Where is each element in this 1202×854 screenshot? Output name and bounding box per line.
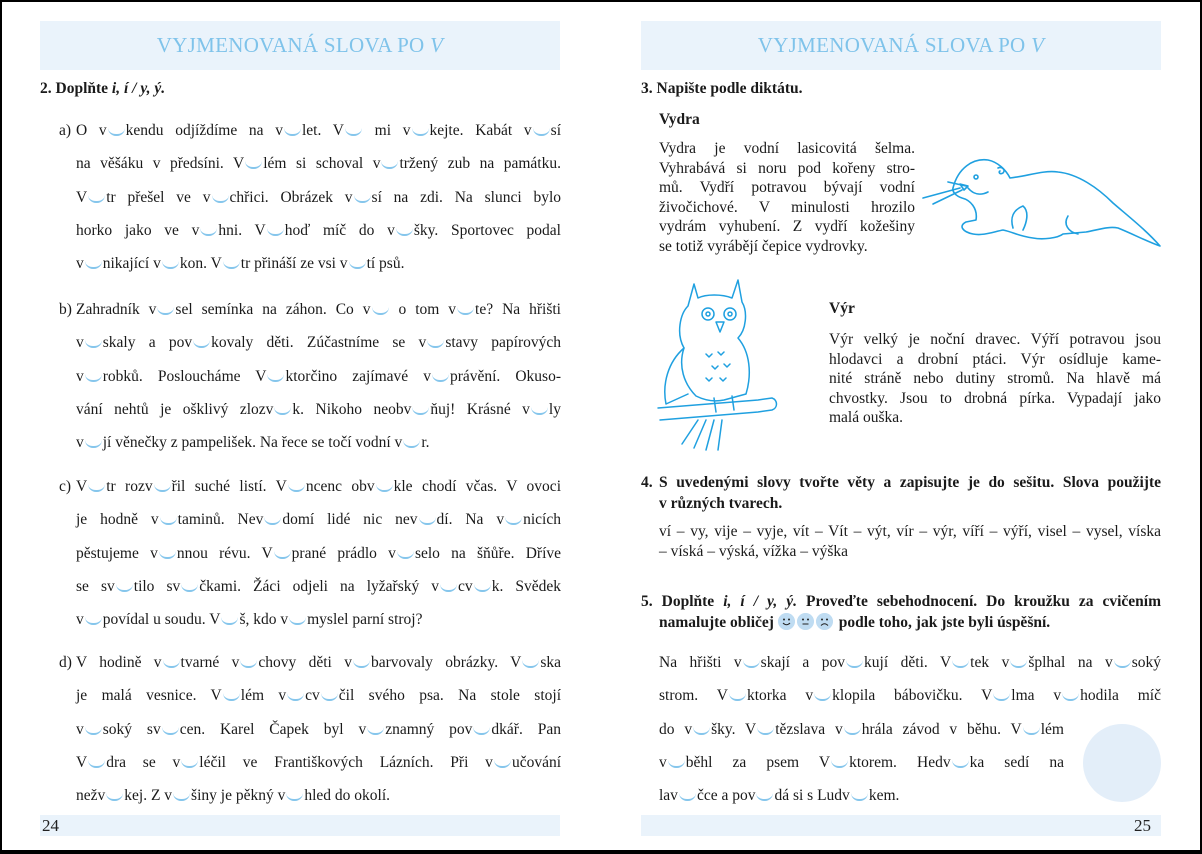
text-segment: cv [458,578,473,595]
fill-in-blank[interactable] [108,124,125,136]
text-segment: nikající v [102,255,161,272]
text-segment: ncenc obv [305,478,375,495]
text-segment: kejte. Kabát v [429,122,532,139]
text-segment: myslel parní stroj? [307,611,423,628]
text-segment: nnou révu. V [176,545,273,562]
text-segment: horko jako ve v [76,222,200,239]
text-segment: v [76,255,84,272]
fill-in-blank[interactable] [223,257,240,269]
fill-in-blank[interactable] [85,370,102,382]
fill-in-blank[interactable] [212,191,229,203]
fill-in-blank[interactable] [432,370,449,382]
text-segment: V [76,189,88,206]
exercise-line [76,478,561,496]
right-header-title-letter: V [1031,33,1045,57]
text-segment: robků. Posloucháme V [102,368,267,385]
paragraph-line: Vyhrabává si noru pod kořeny stro- [659,159,915,177]
text-segment: je malá vesnice. V [76,687,222,704]
text-segment: v [659,754,667,771]
owl-illustration [654,274,779,452]
text-segment: hni. V [218,222,266,239]
text-segment: do v [659,721,693,738]
fill-in-blank[interactable] [668,756,685,768]
text-segment: chovy děti v [258,654,352,671]
fill-in-blank[interactable] [223,689,240,701]
text-segment: znamný pov [385,721,473,738]
fill-in-blank[interactable] [106,789,123,801]
task5-title-suffix: Proveďte sebehodnocení. Do kroužku za cvičením [805,593,1162,610]
fill-in-blank[interactable] [85,613,102,625]
text-segment: tržený zub na památku. [399,155,561,172]
fill-in-blank[interactable] [952,756,969,768]
text-segment: na věšáku v předsíni. V [76,155,245,172]
text-segment: tr přináší ze vsi v [240,255,348,272]
paragraph-line: se totiž vyrábějí čepice vydrovky. [659,237,868,255]
text-segment: domí lidé nic nev [282,511,418,528]
fill-in-blank[interactable] [154,480,171,492]
fill-in-blank[interactable] [522,656,539,668]
text-segment: mi v [362,122,411,139]
fill-in-blank[interactable] [743,656,760,668]
fill-in-blank[interactable] [286,789,303,801]
exercise-line [76,434,561,452]
fill-in-blank[interactable] [160,513,177,525]
exercise-line [659,654,1161,672]
text-segment: š, kdo v [239,611,289,628]
text-segment: dí. Na v [436,511,505,528]
task4-title-line1: S uvedenými slovy tvořte věty a zapisujte je do sešitu. Slova použijte [659,474,1161,491]
text-segment: prané prádlo v [291,545,396,562]
text-segment: učování [511,754,562,771]
text-segment: čil svého psa. Na stole stojí [338,687,561,704]
text-segment: čce a pov [696,787,756,804]
text-segment: sí na zdi. Na slunci bylo [371,189,562,206]
text-segment: tek v [970,654,1010,671]
text-segment: O v [76,122,107,139]
section-label: d) [59,654,72,671]
paragraph-line: chvostky. Jsou to drobná pírka. Vypadají jako [829,389,1161,407]
fill-in-blank[interactable] [419,513,436,525]
text-segment: povídal u soudu. V [102,611,221,628]
fill-in-blank[interactable] [757,723,774,735]
fill-in-blank[interactable] [846,656,863,668]
fill-in-blank[interactable] [367,723,384,735]
vydra-paragraph [659,139,915,257]
fill-in-blank[interactable] [200,224,217,236]
text-segment: nicích [523,511,561,528]
left-header-band [40,21,560,70]
fill-in-blank[interactable] [264,513,281,525]
text-segment: kon. V [179,255,222,272]
otter-illustration [918,148,1163,253]
fill-in-blank[interactable] [245,157,262,169]
text-segment: lav [659,787,678,804]
task4-number: 4. [641,474,653,491]
text-segment: selo na šňůře. Dříve [414,545,562,562]
text-segment: v [76,334,84,351]
fill-in-blank[interactable] [531,403,548,415]
text-segment: právění. Okuso- [449,368,562,385]
text-segment: lém v [240,687,287,704]
self-evaluation-circle[interactable] [1083,724,1161,802]
fill-in-blank[interactable] [403,436,420,448]
fill-in-blank[interactable] [494,756,511,768]
happy-face-icon [778,613,795,630]
fill-in-blank[interactable] [349,257,366,269]
fill-in-blank[interactable] [85,336,102,348]
fill-in-blank[interactable] [267,370,284,382]
text-segment: lma v [1011,687,1062,704]
fill-in-blank[interactable] [181,580,198,592]
fill-in-blank[interactable] [412,124,429,136]
text-segment: je hodně v [76,511,159,528]
text-segment: v [76,721,84,738]
fill-in-blank[interactable] [814,689,831,701]
left-header-title-letter: V [430,33,444,57]
fill-in-blank[interactable] [1010,656,1027,668]
text-segment: se sv [76,578,115,595]
fill-in-blank[interactable] [756,789,773,801]
task5-title-line1 [641,592,1161,612]
fill-in-blank[interactable] [321,689,338,701]
section-label: a) [59,122,72,139]
fill-in-blank[interactable] [440,580,457,592]
fill-in-blank[interactable] [221,613,238,625]
exercise-line [76,578,561,596]
exercise-line [76,687,561,705]
exercise-line [76,611,561,629]
text-segment: V hodině v [76,654,162,671]
fill-in-blank[interactable] [831,756,848,768]
fill-in-blank[interactable] [396,224,413,236]
text-segment: k. Nikoho neobv [292,401,412,418]
fill-in-blank[interactable] [267,224,284,236]
text-segment: taminů. Nev [177,511,264,528]
left-header-title-text: VYJMENOVANÁ SLOVA PO [156,33,425,57]
text-segment: dra se v [106,754,181,771]
exercise-line [76,189,561,207]
text-segment: strom. V [659,687,728,704]
paragraph-line: živočichové. V minulosti hrozilo [659,198,915,216]
task2-number: 2. [40,80,52,97]
fill-in-blank[interactable] [1023,723,1040,735]
text-segment: šky. Sportovec podal [413,222,561,239]
text-segment: nežv [76,787,106,804]
text-segment: léčil ve Františkových Lázních. Při v [199,754,493,771]
exercise-line [76,368,561,386]
text-segment: Na hřišti v [659,654,742,671]
fill-in-blank[interactable] [693,723,710,735]
fill-in-blank[interactable] [284,124,301,136]
paragraph-line: vydrám vyhubení. Z vydří kožešiny [659,218,915,236]
exercise-line [659,787,1064,805]
right-header-title [758,33,1044,58]
fill-in-blank[interactable] [679,789,696,801]
text-segment: kle chodí včas. V ovoci [393,478,561,495]
task5-title-prefix: Doplňte [661,593,715,610]
exercise-line [76,511,561,529]
fill-in-blank[interactable] [427,336,444,348]
text-segment: hrála závod v běhu. V [861,721,1022,738]
text-segment: lém si schoval v [263,155,381,172]
text-segment: sel semínka na záhon. Co v [175,301,371,318]
fill-in-blank[interactable] [397,547,414,559]
fill-in-blank[interactable] [163,656,180,668]
fill-in-blank[interactable] [289,613,306,625]
paragraph-line: nité stráně nebo dutiny stromů. Na hlavě má [829,370,1161,388]
text-segment: lém [1040,721,1064,738]
fill-in-blank[interactable] [844,723,861,735]
fill-in-blank[interactable] [162,723,179,735]
task4-title [641,473,1161,512]
exercise-line [76,545,561,563]
task5-title-line2-suffix: podle toho, jak jste byli úspěšní. [838,614,1051,631]
text-segment: let. V [302,122,344,139]
text-segment: sí [550,122,561,139]
fill-in-blank[interactable] [85,257,102,269]
text-segment: pěstujeme v [76,545,158,562]
vyr-heading: Výr [829,300,855,317]
text-segment: kovaly děti. Zúčastníme se v [211,334,427,351]
fill-in-blank[interactable] [287,689,304,701]
text-segment: šplhal na v [1028,654,1113,671]
paragraph-line: hlodavci a drobní ptáci. Výr osídluje kame- [829,350,1161,368]
text-segment: tvarné v [180,654,240,671]
fill-in-blank[interactable] [345,124,362,136]
text-segment: kendu odjíždíme na v [125,122,283,139]
left-header-title [157,33,443,58]
fill-in-blank[interactable] [240,656,257,668]
exercise-line [76,301,561,319]
task4-words-line1: ví – vy, vije – vyje, vít – Vít – výt, vír – výr, víří – výří, visel – vysel, víska [659,523,1161,540]
fill-in-blank[interactable] [88,480,105,492]
vyr-paragraph [829,330,1161,428]
fill-in-blank[interactable] [457,303,474,315]
text-segment: běhl za psem V [685,754,831,771]
text-segment: o tom v [389,301,457,318]
paragraph-line: malá ouška. [829,409,904,427]
fill-in-blank[interactable] [88,756,105,768]
task5-title-letters: i, í / y, ý. [723,593,797,610]
fill-in-blank[interactable] [353,656,370,668]
fill-in-blank[interactable] [729,689,746,701]
text-segment: klopila bábovičku. V [832,687,993,704]
fill-in-blank[interactable] [274,403,291,415]
fill-in-blank[interactable] [473,723,490,735]
text-segment: v [76,368,84,385]
fill-in-blank[interactable] [533,124,550,136]
task3-title-text: Napište podle diktátu. [656,80,803,97]
fill-in-blank[interactable] [993,689,1010,701]
task4-words [659,522,1161,561]
fill-in-blank[interactable] [173,789,190,801]
fill-in-blank[interactable] [505,513,522,525]
fill-in-blank[interactable] [274,547,291,559]
exercise-line [76,401,561,419]
text-segment: barvovaly obrázky. V [370,654,522,671]
text-segment: tilo sv [133,578,181,595]
text-segment: řil suché listí. V [171,478,287,495]
text-segment: kují děti. V [864,654,952,671]
text-segment: tr rozv [106,478,153,495]
text-segment: kem. [868,787,900,804]
task2-title-letters: i, í / y, ý. [111,80,166,97]
exercise-line [76,122,561,140]
exercise-line [76,787,561,805]
exercise-line [659,754,1064,772]
text-segment: cv [305,687,320,704]
task3-number: 3. [641,80,653,97]
fill-in-blank[interactable] [193,336,210,348]
text-segment: šiny je pěkný v [191,787,286,804]
right-footer-band [641,815,1161,836]
fill-in-blank[interactable] [181,756,198,768]
right-header-title-text: VYJMENOVANÁ SLOVA PO [757,33,1026,57]
fill-in-blank[interactable] [85,436,102,448]
fill-in-blank[interactable] [381,157,398,169]
text-segment: dkář. Pan [491,721,561,738]
text-segment: te? Na hřišti [475,301,561,318]
text-segment: skají a pov [760,654,846,671]
task5-title-line2 [641,613,1161,633]
text-segment: vání nehtů je ošklivý zlozv [76,401,274,418]
exercise-line [76,255,561,273]
text-segment: ska [540,654,561,671]
text-segment: hled do okolí. [304,787,391,804]
text-segment: hoď míč do v [284,222,395,239]
right-header-band [641,21,1161,70]
text-segment: jí věnečky z pampelišek. Na řece se točí vodní v [102,434,403,451]
fill-in-blank[interactable] [162,257,179,269]
text-segment: ňuj! Krásné v [430,401,530,418]
text-segment: V [76,478,88,495]
fill-in-blank[interactable] [851,789,868,801]
exercise-line [659,721,1064,739]
text-segment: soký sv [102,721,161,738]
text-segment: ly [548,401,561,418]
text-segment: skaly a pov [102,334,193,351]
left-page-number: 24 [42,816,59,835]
fill-in-blank[interactable] [376,480,393,492]
text-segment: hodila míč [1080,687,1161,704]
exercise-line [76,721,561,739]
fill-in-blank[interactable] [952,656,969,668]
text-segment: ktorka v [746,687,814,704]
task4-words-line2: – víská – výská, vížka – výška [659,542,848,560]
text-segment: ktorem. Hedv [849,754,951,771]
text-segment: v [76,611,84,628]
paragraph-line: Výr velký je noční dravec. Výří potravou jsou [829,331,1161,348]
exercise-line [76,155,561,173]
text-segment: cen. Karel Čapek byl v [179,721,367,738]
neutral-face-icon [797,613,814,630]
task2-title-prefix: Doplňte [55,80,109,97]
section-label: b) [59,301,72,318]
right-page-number: 25 [1134,816,1151,835]
task2-title [40,79,165,99]
task5-title-line2-prefix: namalujte obličej [659,614,774,631]
text-segment: chřici. Obrázek v [229,189,353,206]
fill-in-blank[interactable] [88,191,105,203]
exercise-line [76,654,561,672]
text-segment: k. Svědek [491,578,562,595]
fill-in-blank[interactable] [85,723,102,735]
exercise-line [76,222,561,240]
fill-in-blank[interactable] [157,303,174,315]
exercise-line [76,754,561,772]
task5-number: 5. [641,593,653,610]
text-segment: kej. Z v [124,787,173,804]
paragraph-line: Vydra je vodní lasicovitá šelma. [659,140,915,157]
fill-in-blank[interactable] [116,580,133,592]
text-segment: v [76,434,84,451]
fill-in-blank[interactable] [159,547,176,559]
text-segment: tězslava v [775,721,843,738]
section-label: c) [59,478,72,495]
task3-title [641,79,803,99]
text-segment: tí psů. [366,255,405,272]
sad-face-icon [816,613,833,630]
vydra-heading: Vydra [659,111,700,128]
text-segment: r. [421,434,430,451]
exercise-line [659,687,1161,705]
task4-title-line2: v různých tvarech. [659,495,783,512]
text-segment: šky. V [711,721,757,738]
text-segment: V [76,754,88,771]
text-segment: ka sedí na [969,754,1064,771]
text-segment: dá si s Ludv [774,787,850,804]
text-segment: tr přešel ve v [106,189,211,206]
fill-in-blank[interactable] [1114,656,1131,668]
text-segment: čkami. Žáci odjeli na lyžařský v [199,578,440,595]
text-segment: stavy papírových [445,334,561,351]
fill-in-blank[interactable] [288,480,305,492]
fill-in-blank[interactable] [372,303,389,315]
left-footer-band [40,815,560,836]
fill-in-blank[interactable] [354,191,371,203]
text-segment: soký [1131,654,1161,671]
task5-title [641,592,1161,633]
text-segment: ktorčino zajímavé v [285,368,431,385]
fill-in-blank[interactable] [412,403,429,415]
text-segment: Zahradník v [76,301,157,318]
fill-in-blank[interactable] [474,580,491,592]
exercise-line [76,334,561,352]
fill-in-blank[interactable] [1062,689,1079,701]
paragraph-line: mů. Vydří potravou bývají vodní [659,179,915,197]
